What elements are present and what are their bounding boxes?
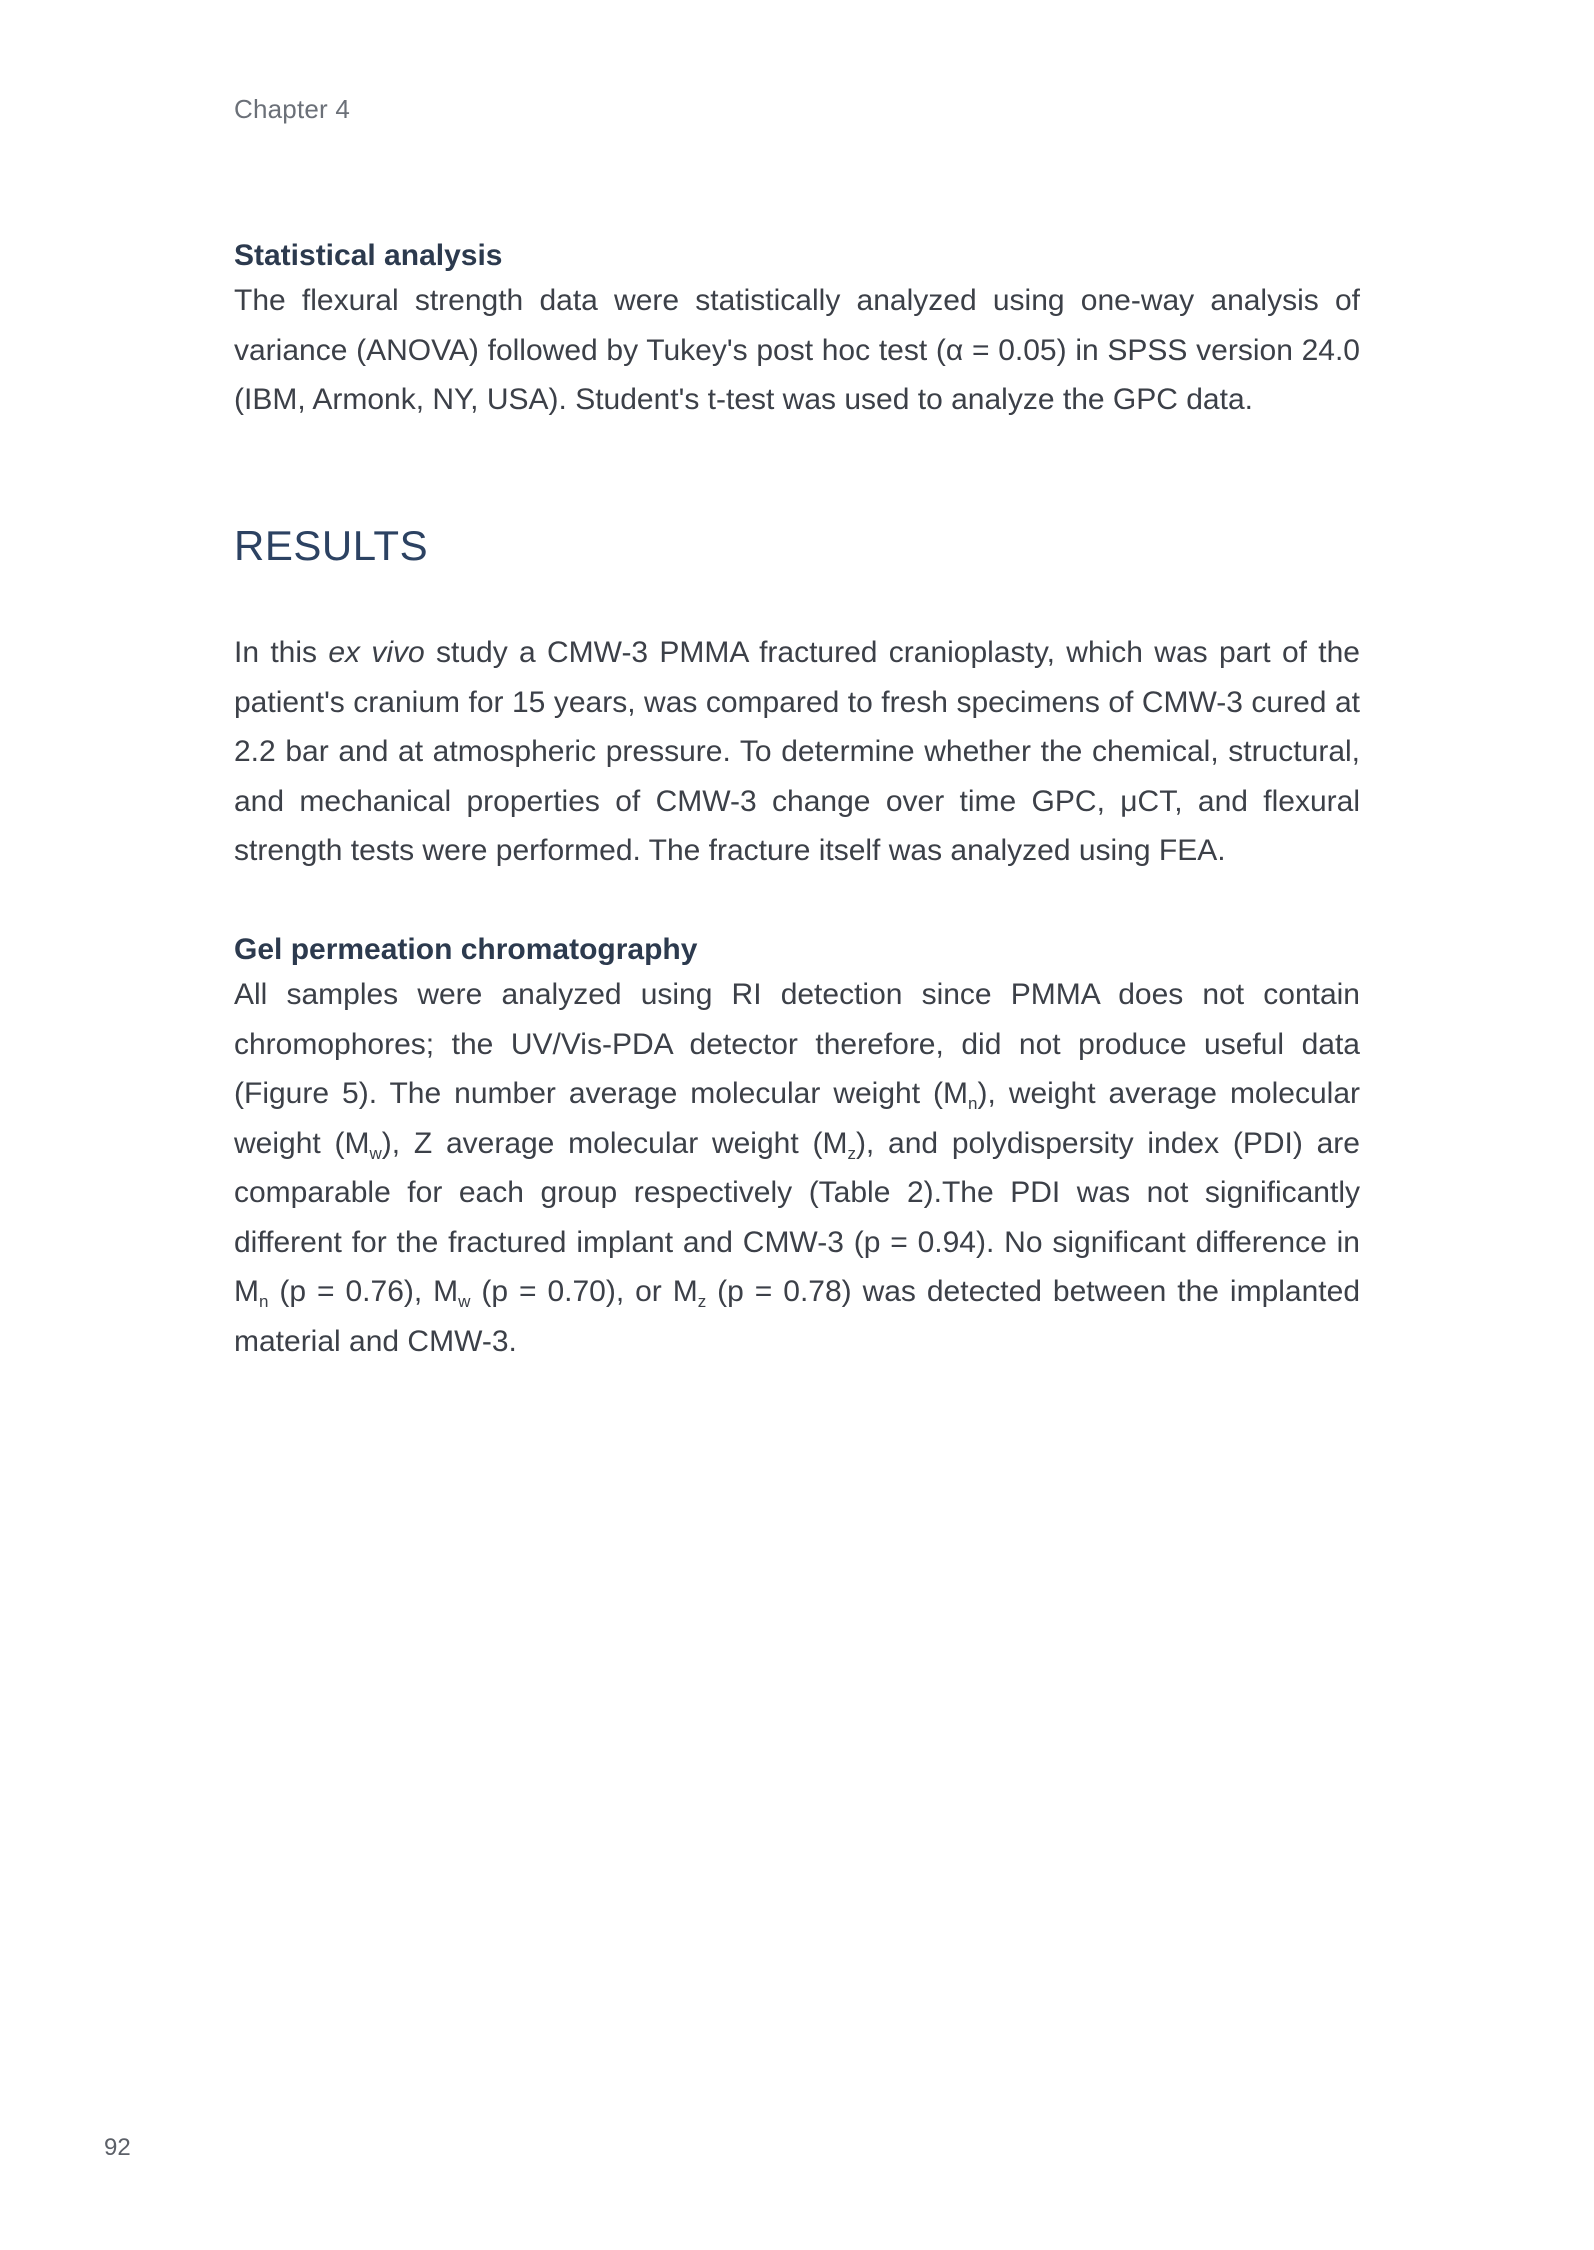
results-intro-paragraph <box>234 628 1360 876</box>
gpc-paragraph <box>234 970 1360 1366</box>
gpc-section <box>234 930 1360 1366</box>
gpc-heading: Gel permeation chromatography <box>234 933 698 966</box>
intro-text-rest: study a CMW-3 PMMA fractured cranioplasty, which was part of the patient's cranium for 15 years, was compared to fresh specimens of CMW-3 cured at 2.2 bar and at atmospheric pressure. To determine whether the chemical, structural, and mechanical properties of CMW-3 change over time GPC, μCT, and flexural strength tests were performed. The fracture itself was analyzed using FEA. <box>234 636 1360 867</box>
subscript-n: n <box>968 1094 978 1113</box>
subscript-z: z <box>847 1143 856 1163</box>
page-number: 92 <box>104 2134 131 2161</box>
subscript-z-2: z <box>697 1292 707 1311</box>
subscript-w: w <box>369 1143 382 1163</box>
results-title: RESULTS <box>234 522 429 569</box>
gpc-text-2: ), weight average molecular weight (M <box>234 1077 1360 1160</box>
statistical-analysis-section <box>234 236 1360 425</box>
gpc-text-5: (p = 0.76), M <box>268 1275 459 1308</box>
statistical-analysis-heading: Statistical analysis <box>234 239 503 272</box>
intro-text-start: In this <box>234 636 329 669</box>
gpc-text-6: (p = 0.70), or M <box>470 1275 698 1308</box>
subscript-w-2: w <box>458 1292 471 1311</box>
intro-italic: ex vivo <box>328 636 425 669</box>
gpc-text-4: ), and polydispersity index (PDI) are comparable for each group respectively (Table 2).The PDI was not significantly different for the fractured implant and CMW-3 (p = 0.94). No significant difference in M <box>234 1126 1360 1308</box>
gpc-text-1: All samples were analyzed using RI detection since PMMA does not contain chromophores; the UV/Vis-PDA detector therefore, did not produce useful data (Figure 5). The number average molecular weight (M <box>234 978 1360 1110</box>
gpc-text-7: (p = 0.78) was detected between the implanted material and CMW-3. <box>234 1275 1361 1358</box>
results-intro <box>234 628 1360 876</box>
results-section <box>234 522 1360 570</box>
subscript-n-2: n <box>259 1292 269 1311</box>
gpc-text-3: ), Z average molecular weight (M <box>381 1126 848 1160</box>
statistical-analysis-paragraph: The flexural strength data were statistically analyzed using one-way analysis of variance (ANOVA) followed by Tukey's post hoc test (α = 0.05) in SPSS version 24.0 (IBM, Armonk, NY, USA). Student's t-test was used to analyze the GPC data. <box>234 284 1360 416</box>
running-head: Chapter 4 <box>234 94 350 124</box>
